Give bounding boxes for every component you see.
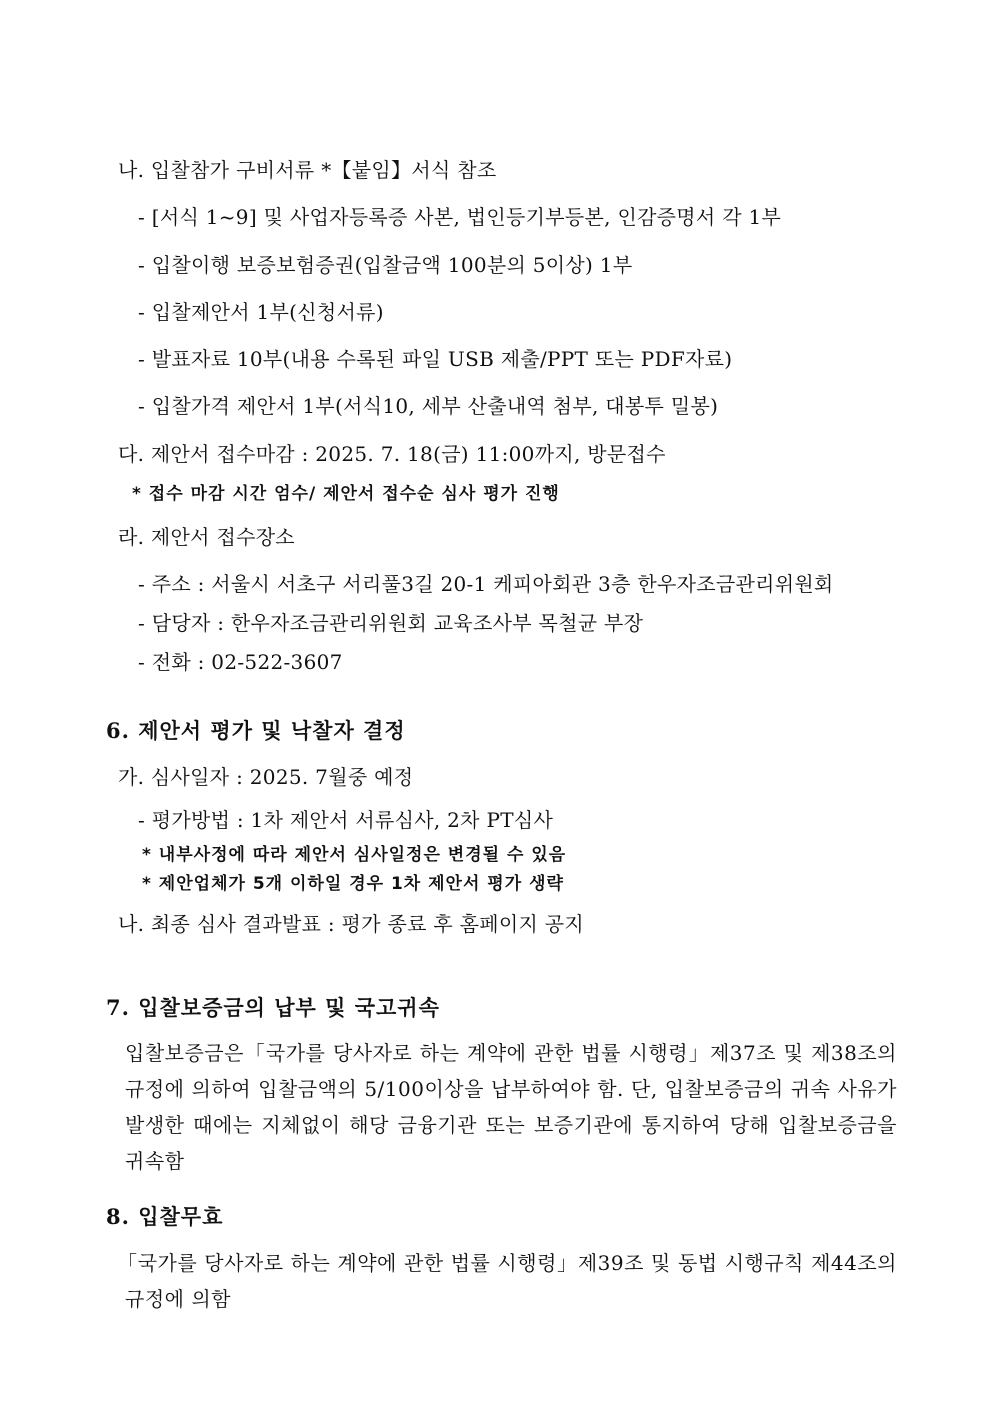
section5-na-title: 나. 입찰참가 구비서류 *【붙임】서식 참조 [118,158,497,182]
section5-na-item-1: - [서식 1~9] 및 사업자등록증 사본, 법인등기부등본, 인감증명서 각 1부 [138,205,782,229]
section7-body: 입찰보증금은「국가를 당사자로 하는 계약에 관한 법률 시행령」제37조 및 제38조의 규정에 의하여 입찰금액의 5/100이상을 납부하여야 함. 단, 입찰보증금의 귀속 사유가 발생한 때에는 지체없이 해당 금융기관 또는 보증기관에 통지하여 당해 입찰보증금을 귀속함 [125,1041,897,1173]
section5-da-note: * 접수 마감 시간 엄수/ 제안서 접수순 심사 평가 진행 [132,484,560,504]
section8-body: 「국가를 당사자로 하는 계약에 관한 법률 시행령」제39조 및 동법 시행규칙 제44조의 규정에 의함 [117,1251,897,1311]
section5-ra-title: 라. 제안서 접수장소 [118,525,295,549]
section5-na-item-4: - 발표자료 10부(내용 수록된 파일 USB 제출/PPT 또는 PDF자료) [138,347,733,371]
section8-heading: 8. 입찰무효 [106,1204,224,1229]
section7-heading: 7. 입찰보증금의 납부 및 국고귀속 [106,995,440,1020]
section6-ga-title: 가. 심사일자 : 2025. 7월중 예정 [118,765,414,789]
section5-na-item-2: - 입찰이행 보증보험증권(입찰금액 100분의 5이상) 1부 [138,253,633,277]
section5-na-item-5: - 입찰가격 제안서 1부(서식10, 세부 산출내역 첨부, 대봉투 밀봉) [138,394,719,418]
section6-ga-note-1: * 내부사정에 따라 제안서 심사일정은 변경될 수 있음 [142,845,567,865]
section6-ga-item: - 평가방법 : 1차 제안서 서류심사, 2차 PT심사 [138,808,554,832]
section5-ra-item-phone: - 전화 : 02-522-3607 [138,650,343,674]
section5-ra-item-address: - 주소 : 서울시 서초구 서리풀3길 20-1 케피아회관 3층 한우자조금관리위원회 [138,572,834,596]
section5-na-item-3: - 입찰제안서 1부(신청서류) [138,300,384,324]
section6-na-title: 나. 최종 심사 결과발표 : 평가 종료 후 홈페이지 공지 [118,912,585,936]
section5-da-title: 다. 제안서 접수마감 : 2025. 7. 18(금) 11:00까지, 방문접수 [118,442,666,466]
section6-ga-note-2: * 제안업체가 5개 이하일 경우 1차 제안서 평가 생략 [142,874,564,894]
section5-ra-item-contact: - 담당자 : 한우자조금관리위원회 교육조사부 목철균 부장 [138,611,644,635]
section6-heading: 6. 제안서 평가 및 낙찰자 결정 [106,718,406,743]
